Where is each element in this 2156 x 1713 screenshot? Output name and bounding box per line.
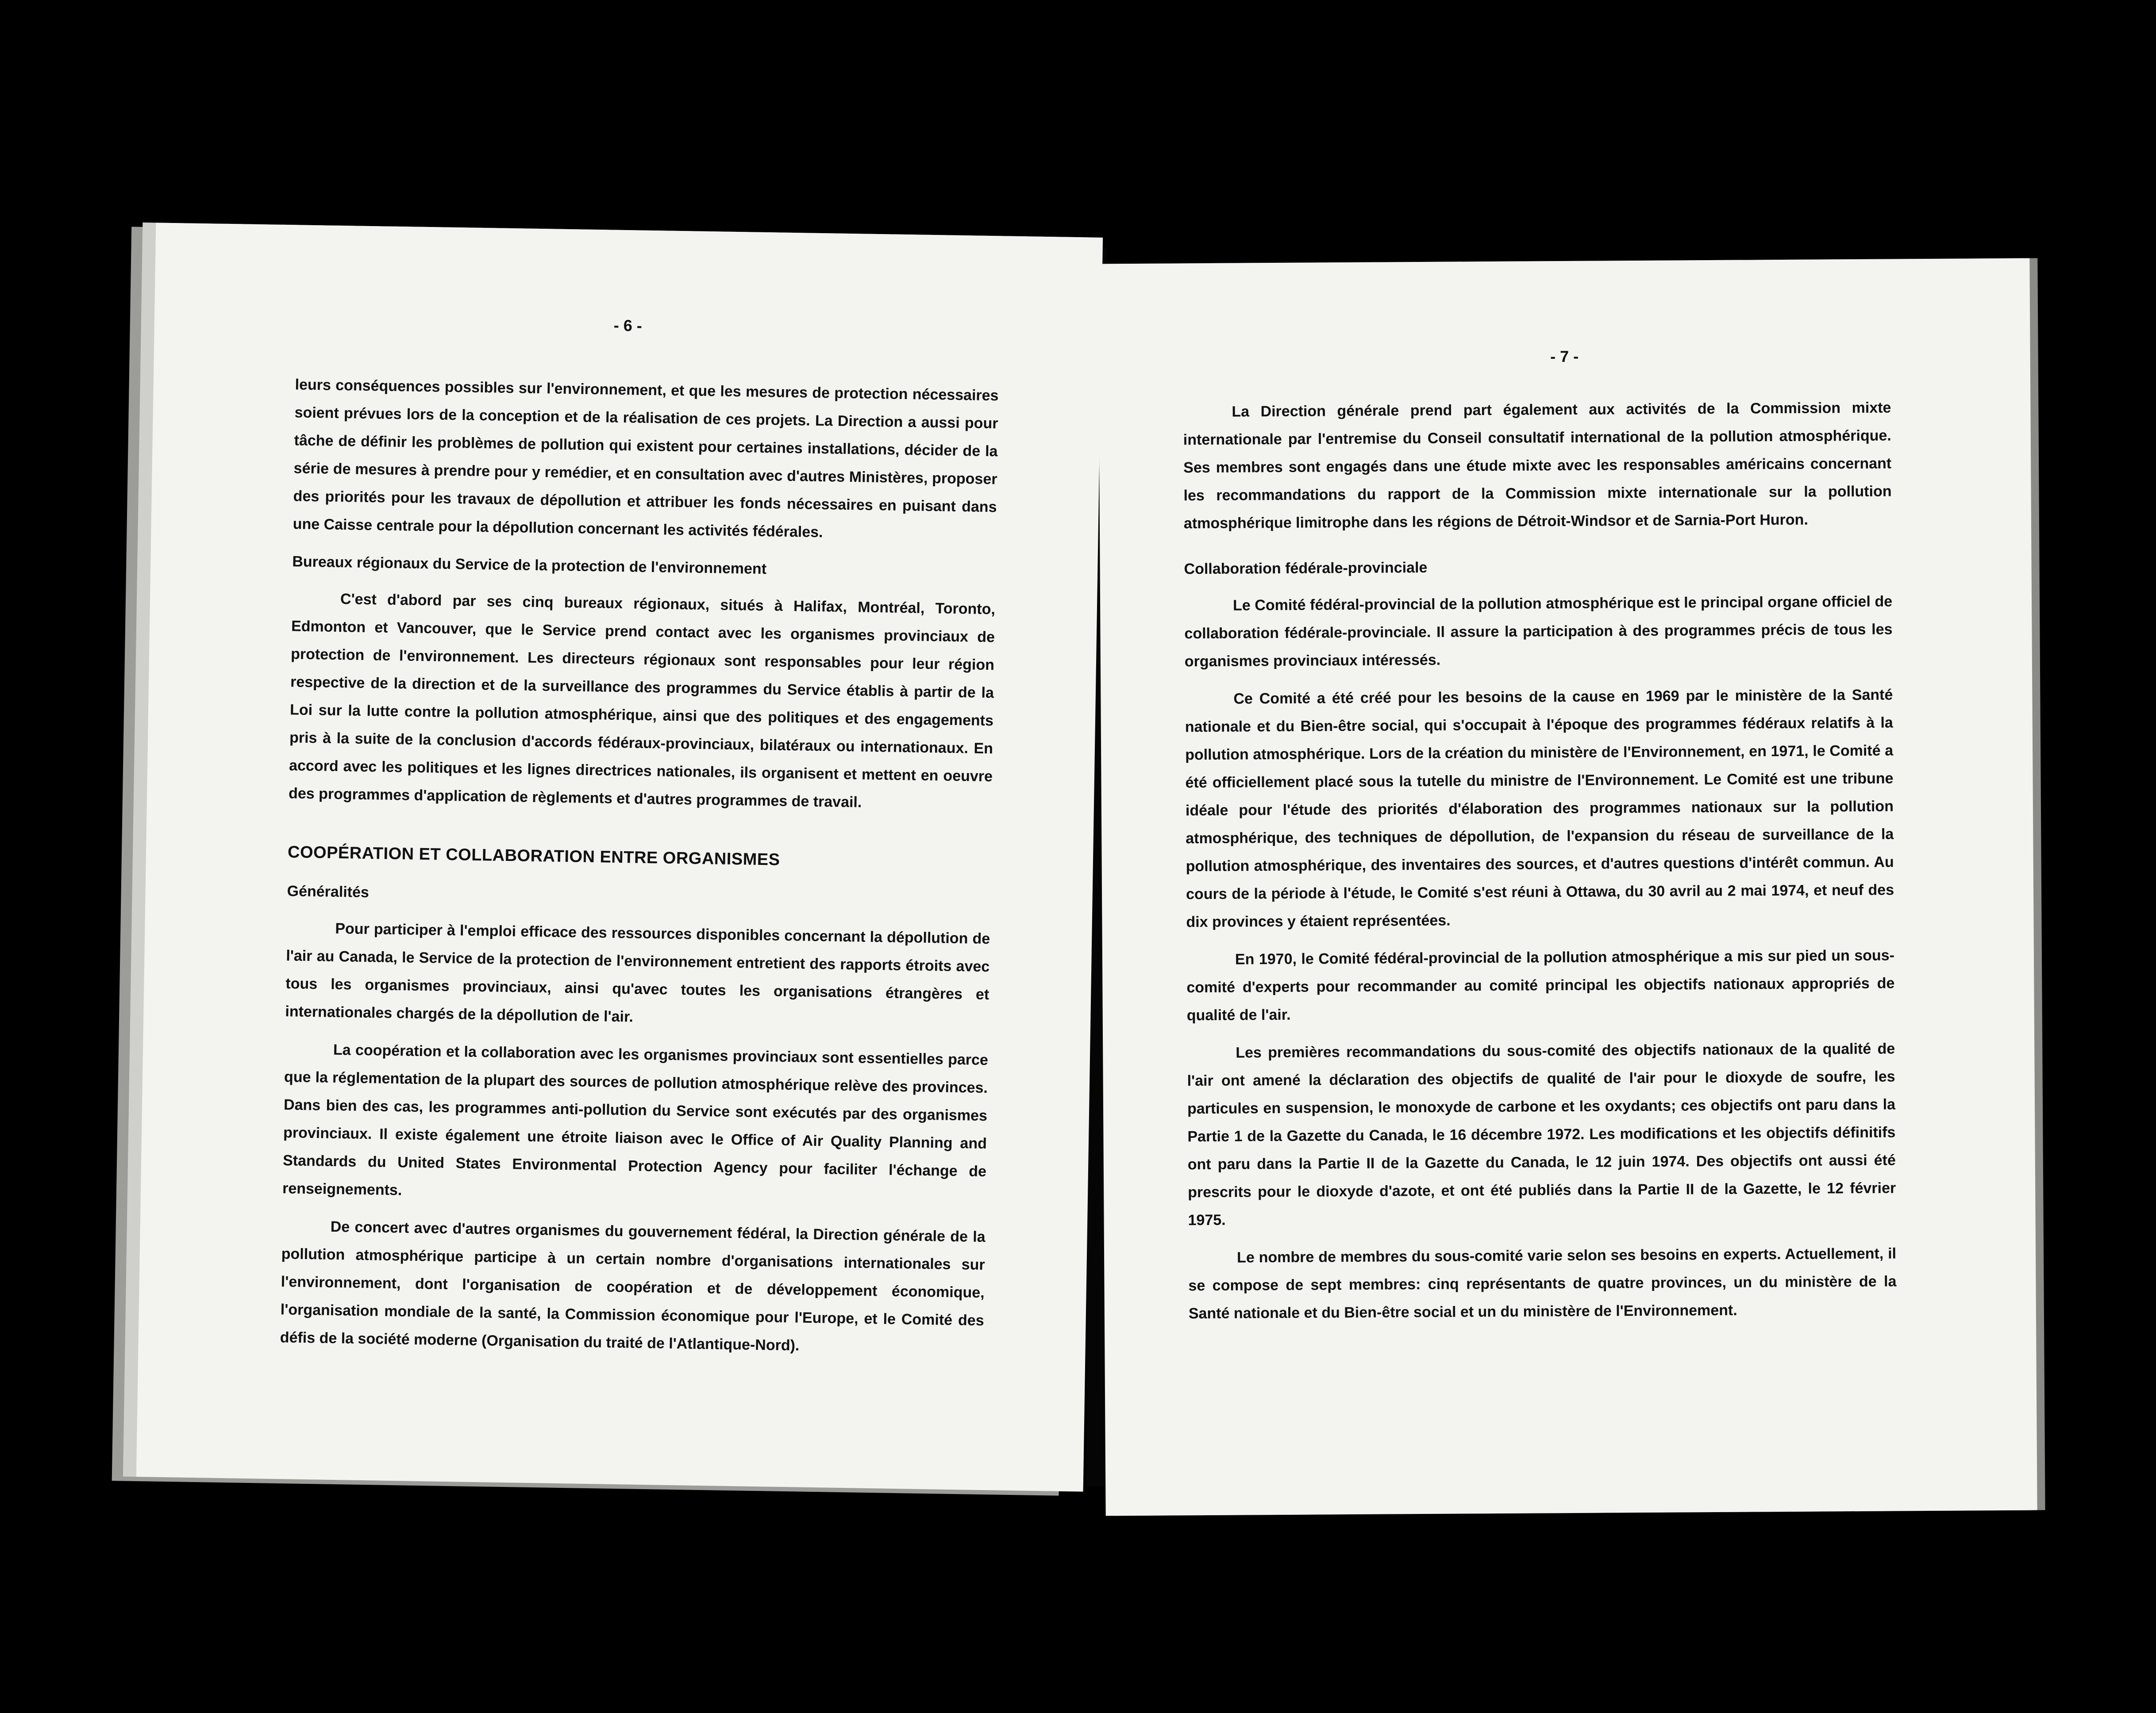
paragraph: Les premières recommandations du sous-comité des objectifs nationaux de la qualité de l'air ont amené la déclaration des objectifs de qualité de l'air pour le dioxyde de soufre, les particules en suspension, le monoxyde de carbone et les oxydants; ces objectifs ont paru dans la Partie 1 de la Gazette du Canada, le 16 décembre 1972. Les modifications et les objectifs définitifs ont paru dans la Partie II de la Gazette du Canada, le 12 juin 1974. Des objectifs ont aussi été prescrits pour le dioxyde d'azote, et ont été publiés dans la Partie II de la Gazette, le 12 février 1975.: [1187, 1040, 1896, 1229]
paragraph: En 1970, le Comité fédéral-provincial de la pollution atmosphérique a mis sur pied un sous-comité d'experts pour recommander au comité principal les objectifs nationaux appropriés de qualité de l'air.: [1186, 947, 1895, 1024]
paragraph: Le nombre de membres du sous-comité varie selon ses besoins en experts. Actuellement, il se compose de sept membres: cinq représentants de quatre provinces, un du ministère de la Santé nationale et du Bien-être social et un du ministère de l'Environnement.: [1188, 1245, 1897, 1322]
paragraph: leurs conséquences possibles sur l'environnement, et que les mesures de protection nécessaires soient prévues lors de la conception et de la réalisation de ces projets. La Direction a aussi pour tâche de définir les problèmes de pollution qui existent pour certaines installations, décider de la série de mesures à prendre pour y remédier, et en consultation avec d'autres Ministères, proposer des priorités pour les travaux de dépollution et attribuer les fonds nécessaires en puisant dans une Caisse centrale pour la dépollution concernant les activités fédérales.: [293, 376, 999, 541]
page-body: [1183, 394, 1897, 1338]
section-title: COOPÉRATION ET COLLABORATION ENTRE ORGANISMES: [287, 843, 780, 869]
subheading: Généralités: [287, 883, 370, 901]
paragraph: C'est d'abord par ses cinq bureaux régionaux, situés à Halifax, Montréal, Toronto, Edmonton et Vancouver, que le Service prend contact avec les organismes provinciaux de protection de l'environnement. Les directeurs régionaux sont responsables pour leur région respective de la direction et de la surveillance des programmes du Service établis à partir de la Loi sur la lutte contre la pollution atmosphérique, ainsi que des politiques et des engagements pris à la suite de la conclusion d'accords fédéraux-provinciaux, bilatéraux ou internationaux. En accord avec les politiques et les lignes directrices nationales, ils organisent et mettent en oeuvre des programmes d'application de règlements et d'autres programmes de travail.: [288, 591, 996, 811]
page-body: [280, 371, 999, 1372]
page-number: - 7 -: [1550, 347, 1579, 366]
paragraph: Le Comité fédéral-provincial de la pollution atmosphérique est le principal organe officiel de collaboration fédérale-provinciale. Il assure la participation à des programmes précis de tous les organismes provinciaux intéressés.: [1184, 593, 1893, 670]
subheading: Collaboration fédérale-provinciale: [1184, 559, 1428, 578]
page-number: - 6 -: [613, 316, 643, 335]
left-page: [136, 223, 1103, 1491]
subheading: Bureaux régionaux du Service de la protection de l'environnement: [292, 553, 767, 578]
paragraph: De concert avec d'autres organismes du gouvernement fédéral, la Direction générale de la pollution atmosphérique participe à un certain nombre d'organisations internationales sur l'environnement, dont l'organisation de coopération et de développement économique, l'organisation mondiale de la santé, la Commission économique pour l'Europe, et le Comité des défis de la société moderne (Organisation du traité de l'Atlantique-Nord).: [280, 1218, 986, 1354]
paragraph: La Direction générale prend part également aux activités de la Commission mixte internationale par l'entremise du Conseil consultatif international de la pollution atmosphérique. Ses membres sont engagés dans une étude mixte avec les responsables américains concernant les recommandations du rapport de la Commission mixte internationale sur la pollution atmosphérique limitrophe dans les régions de Détroit-Windsor et de Sarnia-Port Huron.: [1183, 399, 1892, 532]
paragraph: La coopération et la collaboration avec les organismes provinciaux sont essentielles parce que la réglementation de la plupart des sources de pollution atmosphérique relève des provinces. Dans bien des cas, les programmes anti-pollution du Service sont exécutés par des organismes provinciaux. Il existe également une étroite liaison avec le Office of Air Quality Planning and Standards du United States Environmental Protection Agency pour faciliter l'échange de renseignements.: [282, 1041, 989, 1199]
paragraph: Pour participer à l'emploi efficace des ressources disponibles concernant la dépollution de l'air au Canada, le Service de la protection de l'environnement entretient des rapports étroits avec tous les organismes provinciaux, ainsi qu'avec toutes les organisations étrangères et internationales chargés de la dépollution de l'air.: [285, 920, 990, 1025]
paragraph: Ce Comité a été créé pour les besoins de la cause en 1969 par le ministère de la Santé nationale et du Bien-être social, qui s'occupait à l'époque des programmes fédéraux relatifs à la pollution atmosphérique. Lors de la création du ministère de l'Environnement, en 1971, le Comité a été officiellement placé sous la tutelle du ministre de l'Environnement. Le Comité est une tribune idéale pour l'étude des priorités d'élaboration des programmes nationaux sur la pollution atmosphérique, des techniques de dépollution, de l'expansion du réseau de surveillance de la pollution atmosphérique, des inventaires des sources, et d'autres questions d'intérêt commun. Au cours de la période à l'étude, le Comité s'est réuni à Ottawa, du 30 avril au 2 mai 1974, et neuf des dix provinces y étaient représentées.: [1185, 686, 1894, 931]
right-page: [1098, 258, 2037, 1516]
